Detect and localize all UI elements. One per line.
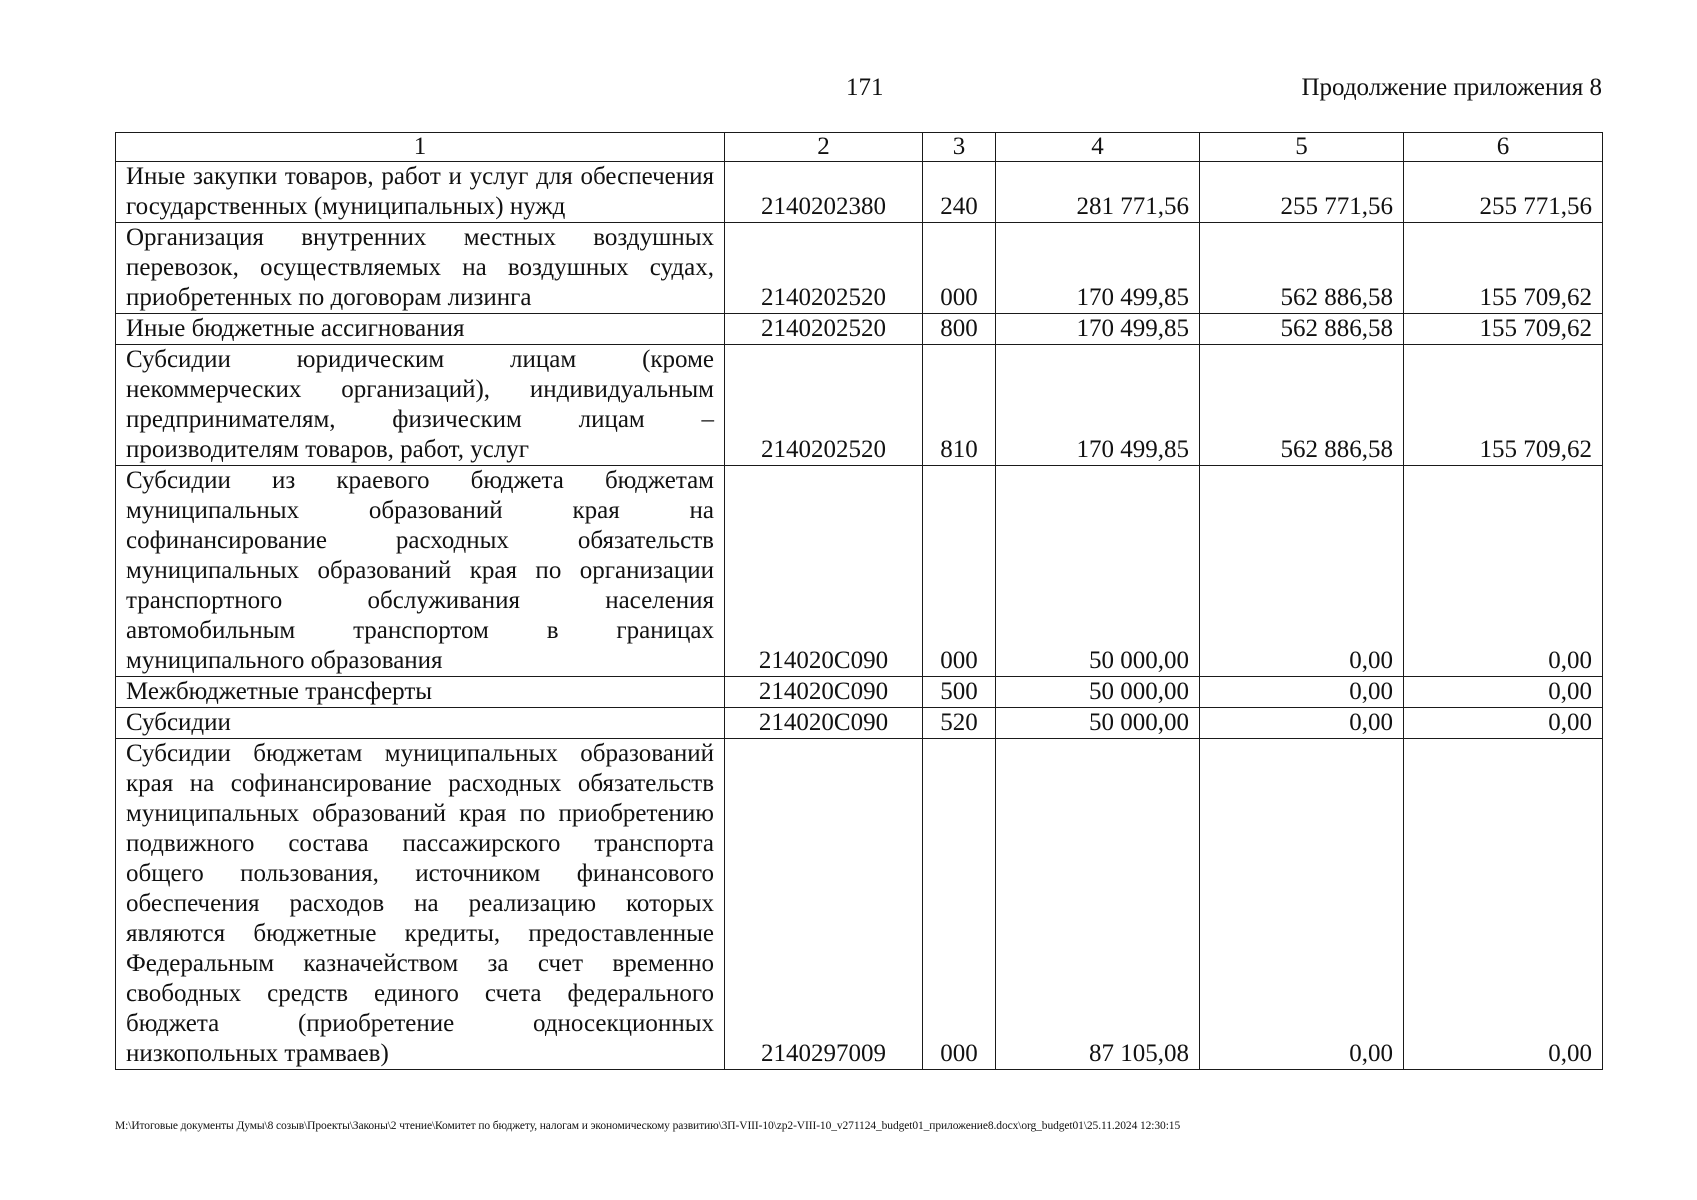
column-header: 1	[116, 133, 725, 162]
row-code: 214020С090	[725, 677, 923, 708]
column-header: 6	[1404, 133, 1603, 162]
row-type: 000	[923, 223, 996, 314]
row-name: Иные закупки товаров, работ и услуг для обеспечения государственных (муниципальных) нужд	[116, 162, 725, 223]
row-value-5: 562 886,58	[1200, 314, 1404, 345]
row-name: Межбюджетные трансферты	[116, 677, 725, 708]
row-value-5: 0,00	[1200, 739, 1404, 1070]
row-code: 2140202520	[725, 223, 923, 314]
row-name: Субсидии из краевого бюджета бюджетам муниципальных образований края на софинансирование расходных обязательств муниципальных образований края по организации транспортного обслуживания населения автомобильным транспортом в границах муниципального образования	[116, 466, 725, 677]
row-code: 2140202520	[725, 314, 923, 345]
row-value-4: 170 499,85	[996, 223, 1200, 314]
row-value-5: 0,00	[1200, 677, 1404, 708]
row-value-4: 87 105,08	[996, 739, 1200, 1070]
table-row	[116, 314, 1603, 345]
row-value-4: 281 771,56	[996, 162, 1200, 223]
row-value-5: 562 886,58	[1200, 345, 1404, 466]
row-type: 240	[923, 162, 996, 223]
row-type: 810	[923, 345, 996, 466]
row-code: 214020С090	[725, 466, 923, 677]
row-value-5: 562 886,58	[1200, 223, 1404, 314]
row-code: 2140297009	[725, 739, 923, 1070]
row-value-4: 170 499,85	[996, 314, 1200, 345]
row-value-6: 155 709,62	[1404, 314, 1603, 345]
row-value-6: 0,00	[1404, 739, 1603, 1070]
row-type: 800	[923, 314, 996, 345]
table-row	[116, 708, 1603, 739]
table-row	[116, 739, 1603, 1070]
row-type: 000	[923, 739, 996, 1070]
column-header: 2	[725, 133, 923, 162]
row-name: Субсидии юридическим лицам (кроме некоммерческих организаций), индивидуальным предпринимателям, физическим лицам – производителям товаров, работ, услуг	[116, 345, 725, 466]
table-row	[116, 162, 1603, 223]
column-header: 3	[923, 133, 996, 162]
row-name: Субсидии	[116, 708, 725, 739]
row-value-6: 255 771,56	[1404, 162, 1603, 223]
row-value-6: 155 709,62	[1404, 345, 1603, 466]
row-value-6: 0,00	[1404, 677, 1603, 708]
row-value-5: 255 771,56	[1200, 162, 1404, 223]
row-value-6: 0,00	[1404, 466, 1603, 677]
row-name: Организация внутренних местных воздушных перевозок, осуществляемых на воздушных судах, приобретенных по договорам лизинга	[116, 223, 725, 314]
row-name: Субсидии бюджетам муниципальных образований края на софинансирование расходных обязательств муниципальных образований края по приобретению подвижного состава пассажирского транспорта общего пользования, источником финансового обеспечения расходов на реализацию которых являются бюджетные кредиты, предоставленные Федеральным казначейством за счет временно свободных средств единого счета федерального бюджета (приобретение односекционных низкопольных трамваев)	[116, 739, 725, 1070]
table-row	[116, 466, 1603, 677]
row-code: 2140202380	[725, 162, 923, 223]
page-number: 171	[846, 74, 884, 101]
row-type: 520	[923, 708, 996, 739]
budget-table	[115, 132, 1603, 1070]
row-value-4: 50 000,00	[996, 708, 1200, 739]
file-path-footer: M:\Итоговые документы Думы\8 созыв\Проекты\Законы\2 чтение\Комитет по бюджету, налогам и экономическому развитию\3П-VIII-10\zp2-VIII-10_v271124_budget01_приложение8.docx\org_budget01\25.11.2024 12:30:15	[115, 1120, 1181, 1132]
row-code: 2140202520	[725, 345, 923, 466]
row-type: 500	[923, 677, 996, 708]
row-value-4: 50 000,00	[996, 466, 1200, 677]
row-value-6: 0,00	[1404, 708, 1603, 739]
row-value-6: 155 709,62	[1404, 223, 1603, 314]
row-value-5: 0,00	[1200, 708, 1404, 739]
column-header: 4	[996, 133, 1200, 162]
row-code: 214020С090	[725, 708, 923, 739]
row-value-4: 50 000,00	[996, 677, 1200, 708]
row-type: 000	[923, 466, 996, 677]
table-row	[116, 677, 1603, 708]
continuation-title: Продолжение приложения 8	[1301, 74, 1602, 101]
row-name: Иные бюджетные ассигнования	[116, 314, 725, 345]
table-row	[116, 345, 1603, 466]
column-header: 5	[1200, 133, 1404, 162]
row-value-4: 170 499,85	[996, 345, 1200, 466]
header-row	[116, 133, 1603, 162]
row-value-5: 0,00	[1200, 466, 1404, 677]
table-row	[116, 223, 1603, 314]
